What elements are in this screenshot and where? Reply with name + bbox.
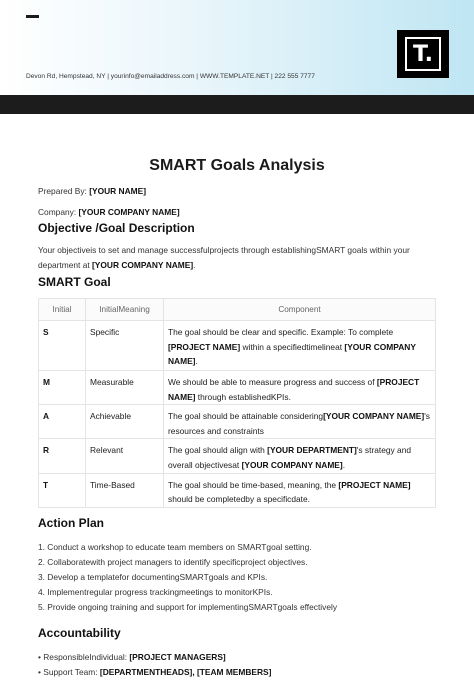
component-bold: [PROJECT NAME] <box>168 377 420 402</box>
list-item: 2. Collaboratewith project managers to identify specificproject objectives. <box>38 557 308 567</box>
item-value: [DEPARTMENTHEADS], [TEAM MEMBERS] <box>99 667 272 677</box>
company-label: Company: <box>38 207 77 217</box>
list-item: 4. Implementregular progress trackingmeetings to monitorKPIs. <box>38 587 273 597</box>
table-row <box>39 405 436 439</box>
row-meaning: Relevant <box>86 439 164 473</box>
objective-heading: Objective /Goal Description <box>38 221 195 235</box>
smart-goal-table <box>38 298 436 508</box>
component-text: through establishedKPIs. <box>195 391 291 402</box>
row-meaning: Achievable <box>86 405 164 439</box>
list-item <box>38 665 271 680</box>
smart-goal-heading: SMART Goal <box>38 275 111 289</box>
accountability-heading: Accountability <box>38 626 121 640</box>
accountability-list <box>38 650 271 680</box>
document-header <box>0 0 474 95</box>
component-text: We should be able to measure progress and success of <box>168 377 377 387</box>
list-item: 5. Provide ongoing training and support for implementingSMARTgoals effectively <box>38 602 338 612</box>
row-initial: S <box>39 321 86 371</box>
column-header-component: Component <box>164 299 436 321</box>
component-text: 's strategy and overall objectivesat <box>168 445 412 470</box>
table-row <box>39 473 436 507</box>
component-bold: [YOUR COMPANY NAME] <box>241 459 343 470</box>
objective-text-end: . <box>193 260 196 270</box>
prepared-by-value: [YOUR NAME] <box>89 186 146 196</box>
action-plan-list <box>38 540 337 615</box>
component-text: 's resources and constraints <box>168 411 430 436</box>
table-row <box>39 371 436 405</box>
logo-letter: T. <box>405 37 441 71</box>
row-initial: M <box>39 371 86 405</box>
row-component <box>164 321 436 371</box>
component-bold: [YOUR COMPANY NAME] <box>168 341 416 367</box>
table-header-row <box>39 299 436 321</box>
component-text: . <box>195 356 198 367</box>
prepared-by <box>38 186 146 196</box>
row-component <box>164 405 436 439</box>
row-component <box>164 371 436 405</box>
component-text: The goal should be attainable considering <box>168 411 324 422</box>
objective-text-part: Your objectiveis to set and manage successfulprojects through establishingSMART goals within your department at <box>38 245 410 270</box>
list-item <box>38 650 271 665</box>
objective-company: [YOUR COMPANY NAME] <box>92 260 194 270</box>
component-text: The goal should be clear and specific. Example: To complete <box>168 327 394 337</box>
component-bold: [PROJECT NAME] <box>338 479 411 490</box>
objective-text <box>38 243 438 273</box>
row-initial: T <box>39 473 86 507</box>
component-text: within a specifiedtimelineat <box>240 341 345 352</box>
component-text: The goal should align with <box>168 445 268 456</box>
row-component <box>164 473 436 507</box>
row-initial: A <box>39 405 86 439</box>
table-row <box>39 321 436 371</box>
page-title: SMART Goals Analysis <box>149 157 325 174</box>
component-bold: [YOUR COMPANY NAME] <box>323 411 425 422</box>
component-bold: [YOUR DEPARTMENT] <box>267 445 357 456</box>
item-label: • ResponsibleIndividual: <box>38 652 130 662</box>
company-line <box>38 207 180 217</box>
row-meaning: Time-Based <box>86 473 164 507</box>
header-dash <box>26 15 39 18</box>
component-text: . <box>342 459 346 470</box>
company-value: [YOUR COMPANY NAME] <box>78 207 180 217</box>
list-item: 3. Develop a templatefor documentingSMARTgoals and KPIs. <box>38 572 268 582</box>
table-row <box>39 439 436 473</box>
prepared-by-label: Prepared By: <box>38 186 87 196</box>
column-header-initial: Initial <box>39 299 86 321</box>
action-plan-heading: Action Plan <box>38 516 105 530</box>
component-text: The goal should be time-based, meaning, the <box>168 479 339 490</box>
item-value: [PROJECT MANAGERS] <box>129 652 226 662</box>
row-meaning: Measurable <box>86 371 164 405</box>
row-meaning: Specific <box>86 321 164 371</box>
item-label: • Support Team: <box>38 667 100 677</box>
header-band <box>0 95 474 114</box>
row-component <box>164 439 436 473</box>
component-bold: [PROJECT NAME] <box>168 341 241 352</box>
component-text: should be completedby a specificdate. <box>168 494 310 505</box>
row-initial: R <box>39 439 86 473</box>
contact-line: Devon Rd, Hempstead, NY | yourinfo@emailaddress.com | WWW.TEMPLATE.NET | 222 555 7777 <box>26 73 315 80</box>
column-header-meaning: InitialMeaning <box>86 299 164 321</box>
company-logo <box>397 30 449 78</box>
list-item: 1. Conduct a workshop to educate team members on SMARTgoal setting. <box>38 542 312 552</box>
